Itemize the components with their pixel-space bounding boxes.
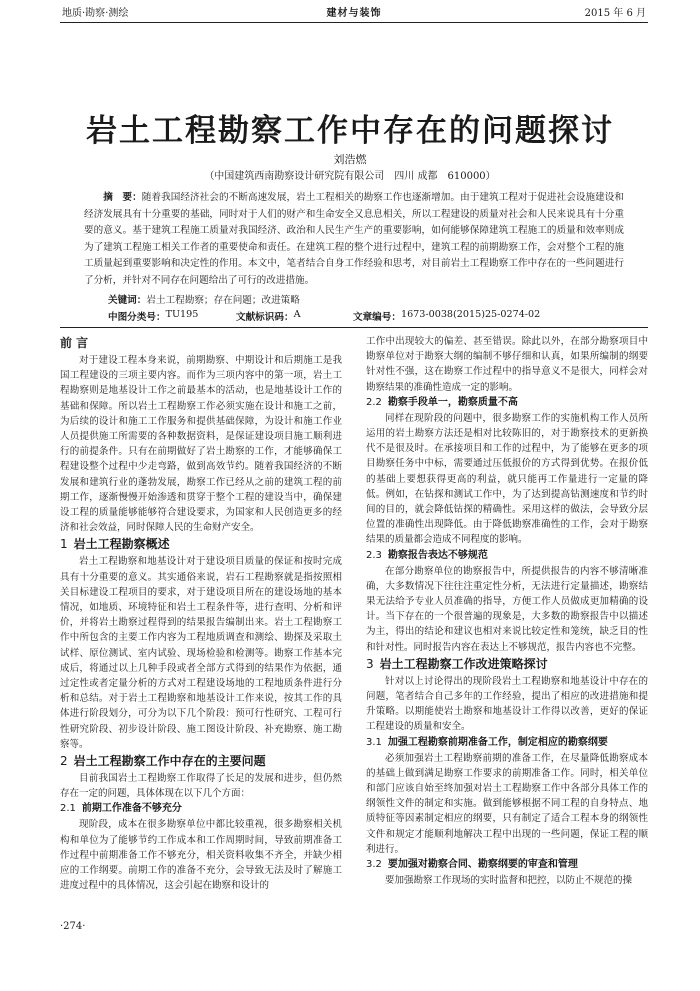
header-date: 2015 年 6 月 <box>584 8 646 19</box>
continued-paragraph: 工作中出现较大的偏差、甚至错误。除此以外，在部分勘察项目中勘察单位对于勘察大纲的编制不够仔细和认真，如果所编制的纲要针对性不强，这在勘察工作过程中的指导意义不是很大，同样会对勘察结果的准确性造成一定的影响。 <box>366 336 648 393</box>
section-3-1-paragraph: 必须加强岩土工程勘察前期的准备工作，在尽量降低勘察成本的基础上做到满足勘察工作要求的前期准备工作。同时，相关单位和部门应该自始至终加强对岩土工程勘察工作中各部分具体工作的纲领性文件的制定和实施。做到能够根据不同工程的自身特点、地质特征等因素制定相应的纲要，只有制定了适合工程本身的纲领性文件和规定才能顺利地解决工程中出现的一些问题，保证工程的顺利进行。 <box>366 752 648 855</box>
clc-field <box>108 309 199 323</box>
section-2-title: 岩土工程勘察工作中存在的主要问题 <box>73 754 266 769</box>
preface-heading: 前 言 <box>60 336 89 350</box>
section-1-title: 岩土工程勘察概述 <box>73 537 170 552</box>
articleno-value: 1673-0038(2015)25-0274-02 <box>400 309 541 320</box>
right-column <box>366 334 648 888</box>
section-2-3-number: 2.3 <box>366 549 382 561</box>
section-3-1-heading <box>366 735 648 751</box>
clc-value: TU195 <box>165 309 199 320</box>
section-3-2-paragraph: 要加强勘察工作现场的实时监督和把控，以防止不规范的操 <box>385 875 633 887</box>
section-1-paragraph: 岩土工程勘察和地基设计对于建设项目质量的保证和按时完成具有十分重要的意义。其实通俗来说，岩石工程勘察就是指按照相关目标建设工程项目的要求，对于建设项目所在的建设场地的基本情况，如地质、环境特征和岩土工程条件等，进行查明、分析和评价，并将岩土勘察过程得到的结果报告编制出来。岩土工程勘察工作中所包含的主要工作内容为工程地质调查和测绘、勘探及采取土试样、原位测试、室内试验、现场检验和检测等。勘察工作基本完成后，将通过以上几种手段或者全部方式得到的结果作为依据，通过定性或者定量分析的方式对工程建设场地的工程地质条件进行分析和总结。对于岩土工程勘察和地基设计工作来说，按其工作的具体进行阶段划分，可分为以下几个阶段：预可行性研究、工程可行性研究阶段、初步设计阶段、施工图设计阶段、补充勘察、施工勘察等。 <box>60 556 342 750</box>
section-3-1-number: 3.1 <box>366 736 382 748</box>
keywords-label: 关键词： <box>108 295 147 306</box>
section-3-2-number: 3.2 <box>366 859 382 871</box>
abstract-label: 摘 要： <box>103 192 142 203</box>
article-affiliation: （中国建筑西南勘察设计研究院有限公司 四川 成都 610000） <box>204 171 496 182</box>
section-2-1-number: 2.1 <box>60 803 76 815</box>
article-author: 刘浩燃 <box>333 153 367 166</box>
keywords-text: 岩土工程勘察；存在问题；改进策略 <box>146 295 300 306</box>
section-2-heading <box>60 753 342 770</box>
section-3-2-heading <box>366 857 648 873</box>
articleno-field <box>353 309 541 323</box>
section-2-3-paragraph: 在部分勘察单位的勘察报告中，所提供报告的内容不够清晰准确，大多数情况下往往注重定性分析，无法进行定量描述，勘察结果无法给予专业人员准确的指导，方便工作人员做成更加精确的设计。当下存在的一个很普遍的现象是，大多数的勘察报告中以描述为主，得出的结论和建议也相对来说比较定性和笼统，缺乏目的性和针对性。同时报告内容在表达上不够规范，报告内容也不完整。 <box>366 565 648 653</box>
preface-paragraph: 对于建设工程本身来说，前期勘察、中期设计和后期施工是我国工程建设的三项主要内容。而作为三项内容中的第一项，岩土工程勘察则是地基设计工作之前最基本的活动，也是地基设计工作的基础和保障。所以岩土工程勘察工作必须实施在设计和施工之前，为后续的设计和施工工作服务和提供基础保障，为设计和施工作业人员提供施工所需要的各种数据资料，是保证建设项目施工顺利进行的前提条件。只有在前期做好了岩土勘察的工作，才能够确保工程建设整个过程中少走弯路，做到高效节约。随着我国经济的不断发展和建筑行业的蓬勃发展，勘察工作已经从之前的建筑工程的前期工作，逐渐慢慢开始渗透和贯穿于整个工程的建设当中，确保建设工程的质量能够能够符合建设要求，为国家和人民创造更多的经济和社会效益，同时保障人民的生命财产安全。 <box>60 355 342 534</box>
section-2-paragraph: 目前我国岩土工程勘察工作取得了长足的发展和进步，但仍然存在一定的问题，具体体现在以下几个方面： <box>60 773 342 800</box>
section-3-heading <box>366 656 648 673</box>
header-rule <box>60 22 648 23</box>
header-section: 地质·勘察·测绘 <box>62 8 129 19</box>
section-2-2-title: 勘察手段单一，勘察质量不高 <box>387 396 518 408</box>
articleno-label: 文章编号： <box>353 312 401 323</box>
section-2-number: 2 <box>60 754 68 769</box>
section-2-1-paragraph: 现阶段，成本在很多勘察单位中都比较重视，很多勘察相关机构和单位为了能够节约工作成本和工作周期时间，导致前期准备工作过程中前期准备工作不够充分，相关资料收集不齐全，并缺少相应的工作纲要。前期工作的准备不充分，会导致无法及时了解施工进度过程中的具体情况，这会引起在勘察和设计的 <box>60 819 342 892</box>
page-number: ·274· <box>60 921 86 932</box>
abstract <box>84 190 624 290</box>
section-2-2-heading <box>366 395 648 411</box>
abstract-separator <box>60 327 648 328</box>
abstract-text: 随着我国经济社会的不断高速发展，岩土工程相关的勘察工作也逐渐增加。由于建筑工程对于促进社会设施建设和经济发展具有十分重要的基础，同时对于人们的财产和生命安全又息息相关，所以工程建设的质量对社会和人民来说具有十分重要的意义。基于建筑工程施工质量对我国经济、政治和人民生产生产的重要影响，如何能够保障建筑工程施工的质量和效率则成为了建筑工程施工相关工作者的重要使命和责任。在建筑工程的整个进行过程中，建筑工程的前期勘察工作，会对整个工程的施工质量起到重要影响和决定性的作用。本文中，笔者结合自身工作经验和思考，对目前岩土工程勘察工作中存在的一些问题进行了分析，并针对不同存在问题给出了可行的改进措施。 <box>84 192 625 286</box>
section-3-2-title: 要加强对勘察合同、勘察纲要的审查和管理 <box>387 859 578 871</box>
clc-label: 中图分类号： <box>108 312 166 323</box>
keywords <box>108 292 300 306</box>
section-2-3-heading <box>366 548 648 564</box>
doccode-value: A <box>293 309 301 320</box>
section-3-1-title: 加强工程勘察前期准备工作，制定相应的勘察纲要 <box>387 736 608 748</box>
section-3-title: 岩土工程勘察工作改进策略探讨 <box>379 656 548 671</box>
section-1-number: 1 <box>60 537 68 552</box>
section-3-number: 3 <box>366 656 374 671</box>
section-2-3-title: 勘察报告表达不够规范 <box>387 549 488 561</box>
section-2-2-number: 2.2 <box>366 396 382 408</box>
section-1-heading <box>60 536 342 553</box>
doccode-field <box>236 309 301 323</box>
article-title: 岩土工程勘察工作中存在的问题探讨 <box>86 113 614 149</box>
doccode-label: 文献标识码： <box>236 312 294 323</box>
section-2-2-paragraph: 同样在现阶段的问题中，很多勘察工作的实施机构工作人员所运用的岩土勘察方法还是相对比较陈旧的，对于勘察技术的更新换代不是很及时。在承接项目和工作的过程中，为了能够在更多的项目勘察任务中中标，需要通过压低报价的方式得到优势。在报价低的基础上要想获得更高的利益，就只能再工作量进行一定量的降低。例如，在钻探和测试工作中，为了达到提高钻测速度和节约时间的目的，就会降低钻探的精确性。采用这样的做法，会导致分层位置的准确性出现降低。由于降低勘察准确性的工作，会对于勘察结果的质量都会造成不同程度的影响。 <box>366 412 648 546</box>
section-2-1-heading <box>60 801 342 817</box>
section-2-1-title: 前期工作准备不够充分 <box>81 803 182 815</box>
running-header <box>60 0 648 22</box>
header-journal: 建材与装饰 <box>326 8 382 19</box>
section-3-paragraph: 针对以上讨论得出的现阶段岩土工程勘察和地基设计中存在的问题，笔者结合自己多年的工作经验，提出了相应的改进措施和提升策略。以期能使岩土勘察和地基设计工作得以改善，更好的保证工程建设的质量和安全。 <box>366 675 648 733</box>
left-column <box>60 334 342 894</box>
